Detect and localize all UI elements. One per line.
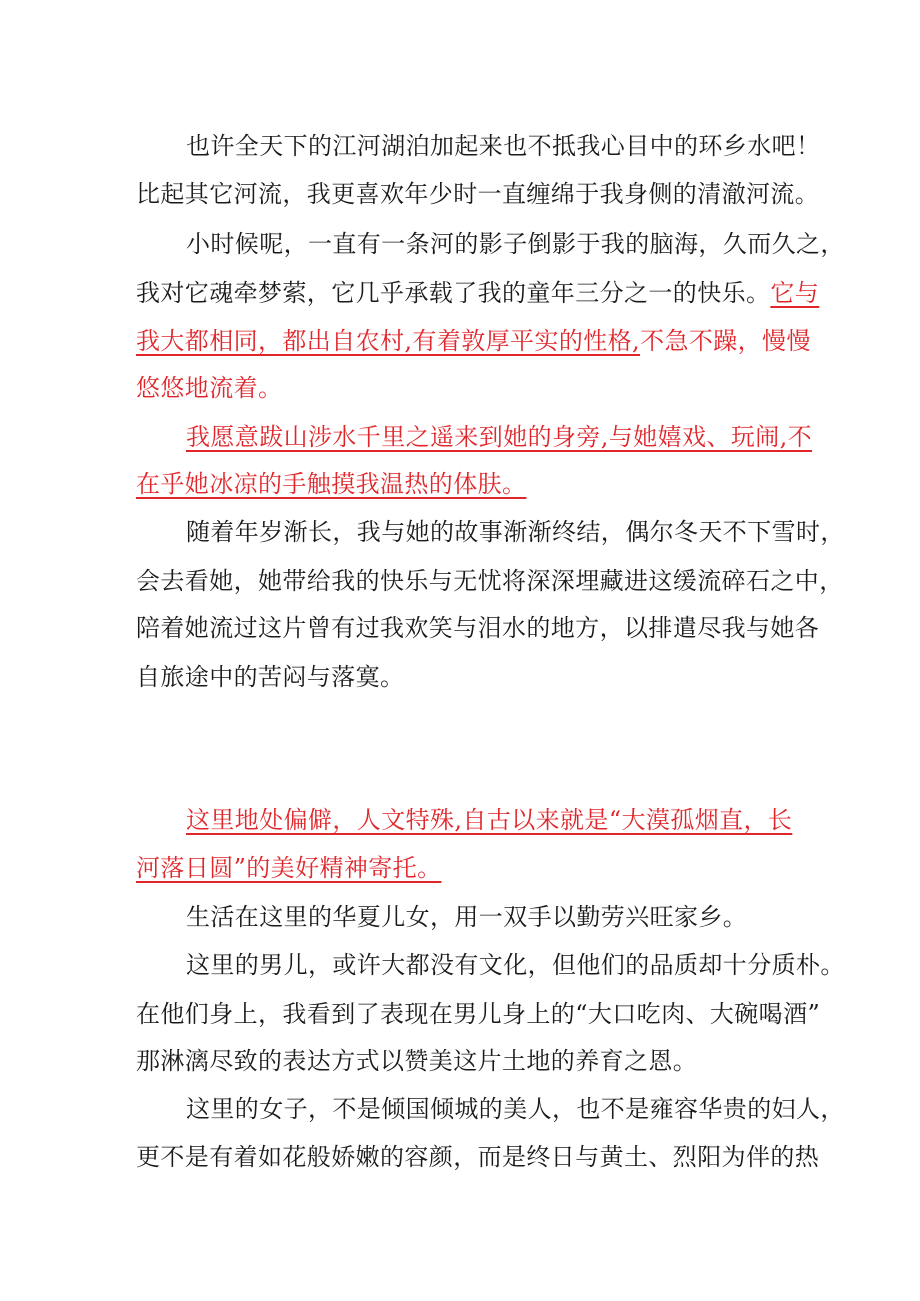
paragraph-line [136, 1141, 819, 1173]
text-run: 我对它魂牵梦萦，它几乎承载了我的童年三分之一的快乐。 [136, 279, 771, 307]
paragraph-line [136, 277, 819, 309]
paragraph-line [186, 516, 845, 548]
text-run: 这里的女子，不是倾国倾城的美人，也不是雍容华贵的妇人， [186, 1095, 845, 1123]
text-run: 这里的男儿，或许大都没有文化，但他们的品质却十分质朴。 [186, 951, 845, 979]
paragraph-line [136, 1045, 697, 1077]
highlighted-text-run: 河落日圆”的美好精神寄托。 [136, 854, 442, 882]
highlighted-text-run: 这里地处偏僻，人文特殊,自古以来就是“大漠孤烟直，长 [186, 806, 793, 834]
text-run: 会去看她，她带给我的快乐与无忧将深深埋藏进这缓流碎石之中， [136, 567, 844, 595]
highlighted-text-run: 在乎她冰凉的手触摸我温热的体肤。 [136, 470, 527, 498]
text-run: 比起其它河流，我更喜欢年少时一直缠绵于我身侧的清澈河流。 [136, 180, 820, 208]
paragraph-line [136, 372, 282, 404]
paragraph-line [186, 901, 747, 933]
red-text-run: 悠悠地流着。 [136, 374, 283, 402]
text-run: 小时候呢，一直有一条河的影子倒影于我的脑海，久而久之， [186, 230, 845, 258]
text-run: 也许全天下的江河湖泊加起来也不抵我心目中的环乡水吧！ [186, 132, 821, 160]
paragraph-line [186, 1093, 845, 1125]
paragraph-line [186, 804, 792, 836]
paragraph-line [186, 949, 845, 981]
highlighted-text-run: 我愿意跋山涉水千里之遥来到她的身旁,与她嬉戏、玩闹,不 [186, 423, 813, 451]
text-run: 陪着她流过这片曾有过我欢笑与泪水的地方，以排遣尽我与她各 [136, 614, 820, 642]
text-run: 随着年岁渐长，我与她的故事渐渐终结，偶尔冬天不下雪时， [186, 518, 845, 546]
paragraph-line [136, 325, 811, 357]
text-run: 生活在这里的华夏儿女，用一双手以勤劳兴旺家乡。 [186, 903, 748, 931]
text-run: 自旅途中的苦闷与落寞。 [136, 663, 405, 691]
paragraph-line [186, 130, 820, 162]
paragraph-line [186, 421, 812, 453]
highlighted-text-run: 我大都相同，都出自农村,有着敦厚平实的性格, [136, 327, 641, 355]
paragraph-line [136, 661, 404, 693]
paragraph-line [136, 998, 820, 1030]
paragraph-line [136, 468, 526, 500]
paragraph-line [136, 852, 441, 884]
paragraph-line [136, 178, 819, 210]
red-text-run: 不急不躁，慢慢 [640, 327, 811, 355]
text-run: 那淋漓尽致的表达方式以赞美这片土地的养育之恩。 [136, 1047, 698, 1075]
text-run: 在他们身上，我看到了表现在男儿身上的“大口吃肉、大碗喝酒” [136, 1000, 821, 1028]
paragraph-line [136, 612, 819, 644]
paragraph-line [136, 565, 844, 597]
text-run: 更不是有着如花般娇嫩的容颜，而是终日与黄土、烈阳为伴的热 [136, 1143, 820, 1171]
paragraph-line [186, 228, 845, 260]
highlighted-text-run: 它与 [770, 279, 820, 307]
